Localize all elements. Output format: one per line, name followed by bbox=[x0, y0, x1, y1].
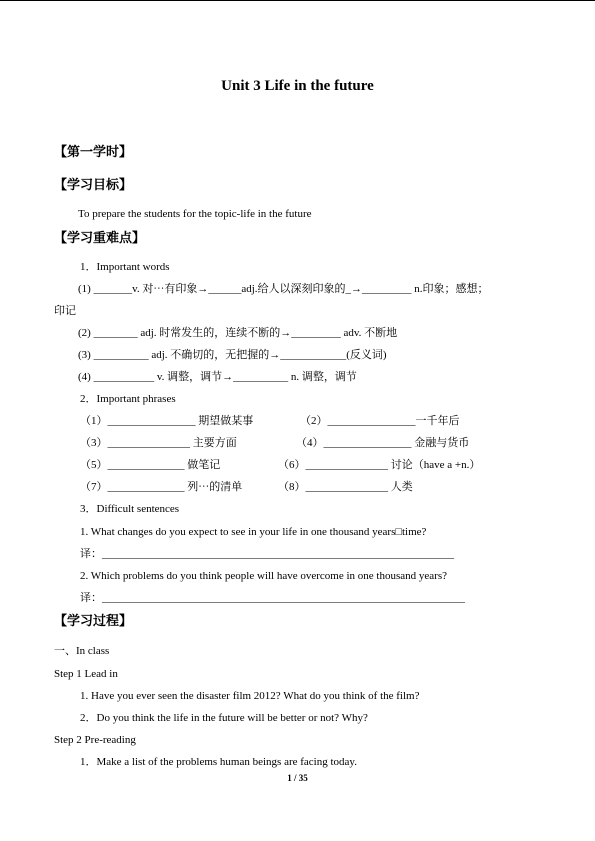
header-rule bbox=[0, 0, 595, 1]
phrase-item-1: （1）________________ 期望做某事 bbox=[80, 415, 254, 427]
section-heading-key-points: 【学习重难点】 bbox=[54, 230, 146, 245]
sentence-1-translation: 译：________________________________________________________________ bbox=[80, 548, 454, 560]
section-heading-process: 【学习过程】 bbox=[54, 613, 133, 628]
section-heading-lesson: 【第一学时】 bbox=[54, 144, 133, 159]
word-item-4: (4) ___________ v. 调整，调节→__________ n. 调整，调节 bbox=[78, 371, 357, 383]
phrase-item-2: （2）________________一千年后 bbox=[300, 415, 460, 427]
page-number: 1 / 35 bbox=[287, 773, 308, 783]
goal-text: To prepare the students for the topic-life in the future bbox=[78, 208, 312, 220]
subheading-phrases: 2．Important phrases bbox=[80, 393, 176, 405]
subheading-sentences: 3．Difficult sentences bbox=[80, 503, 180, 515]
sentence-1: 1. What changes do you expect to see in your life in one thousand years□time? bbox=[80, 526, 427, 538]
phrase-item-3: （3）_______________ 主要方面 bbox=[80, 437, 237, 449]
pre-reading-item-1: 1．Make a list of the problems human beings are facing today. bbox=[80, 756, 357, 768]
sentence-2: 2. Which problems do you think people will have overcome in one thousand years? bbox=[80, 570, 447, 582]
page-title: Unit 3 Life in the future bbox=[221, 78, 374, 94]
word-item-1: (1) _______v. 对⋯有印象→______adj.给人以深刻印象的_→_________ n.印象；感想； bbox=[78, 283, 489, 295]
word-item-1-continued: 印记 bbox=[54, 305, 76, 317]
phrase-item-8: （8）_______________ 人类 bbox=[278, 481, 413, 493]
phrase-item-6: （6）_______________ 讨论（have a +n.） bbox=[278, 459, 481, 471]
section-heading-goals: 【学习目标】 bbox=[54, 177, 133, 192]
phrase-item-5: （5）______________ 做笔记 bbox=[80, 459, 221, 471]
sentence-2-translation: 译：__________________________________________________________________ bbox=[80, 592, 465, 604]
lead-in-question-1: 1. Have you ever seen the disaster film 2012? What do you think of the film? bbox=[80, 690, 420, 702]
lead-in-question-2: 2．Do you think the life in the future will be better or not? Why? bbox=[80, 712, 368, 724]
phrase-item-7: （7）______________ 列⋯的清单 bbox=[80, 481, 243, 493]
phrase-item-4: （4）________________ 金融与货币 bbox=[296, 437, 470, 449]
in-class-label: 一、In class bbox=[54, 645, 110, 657]
step-1-heading: Step 1 Lead in bbox=[54, 668, 118, 680]
word-item-3: (3) __________ adj. 不确切的，无把握的→____________(反义词) bbox=[78, 349, 387, 361]
step-2-heading: Step 2 Pre-reading bbox=[54, 734, 136, 746]
subheading-words: 1．Important words bbox=[80, 261, 170, 273]
word-item-2: (2) ________ adj. 时常发生的，连续不断的→_________ adv. 不断地 bbox=[78, 327, 398, 339]
